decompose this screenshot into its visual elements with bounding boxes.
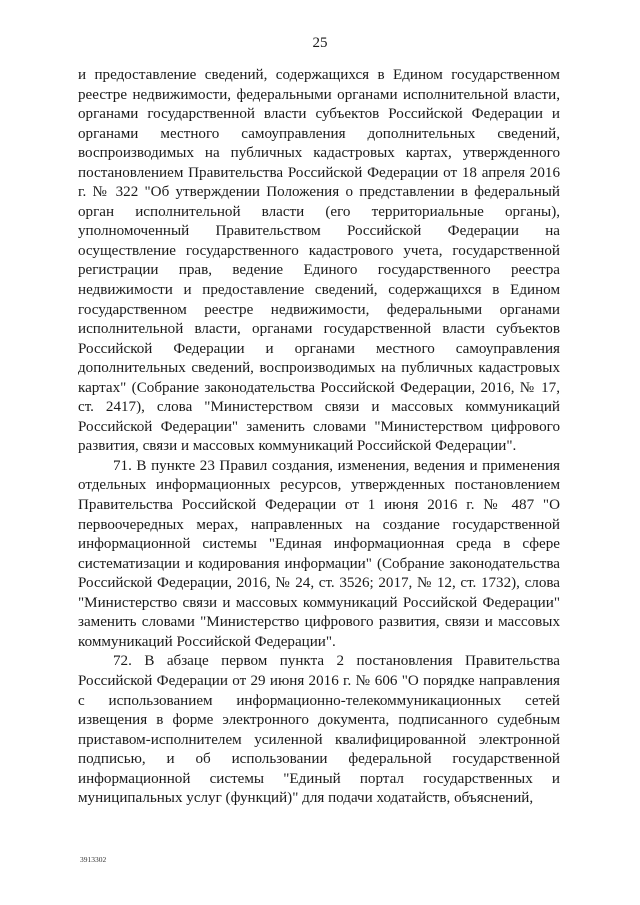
paragraph-item-71: 71. В пункте 23 Правил создания, изменения, ведения и применения отдельных информационных ресурсов, утвержденных постановлением Правительства Российской Федерации от 1 июня 2016 г. № 487 "О первоочередных мерах, направленных на создание государственной информационной системы "Единая информационная среда в сфере систематизации и кодирования информации" (Собрание законодательства Российской Федерации, 2016, № 24, ст. 3526; 2017, № 12, ст. 1732), слова "Министерство связи и массовых коммуникаций Российской Федерации" заменить словами "Министерство цифрового развития, связи и массовых коммуникаций Российской Федерации".: [78, 457, 560, 650]
page-number: 25: [312, 35, 328, 51]
paragraph-item-72: 72. В абзаце первом пункта 2 постановления Правительства Российской Федерации от 29 июня 2016 г. № 606 "О порядке направления с использованием информационно-телекоммуникационных сетей извещения в форме электронного документа, подписанного судебным приставом-исполнителем усиленной квалифицированной электронной подписью, и об использовании федеральной государственной информационной системы "Единый портал государственных и муниципальных услуг (функций)" для подачи ходатайств, объяснений,: [78, 653, 560, 807]
document-body: [78, 66, 560, 809]
paragraph-continuation: и предоставление сведений, содержащихся в Едином государственном реестре недвижимости, федеральными органами исполнительной власти, органами государственной власти субъектов Российской Федерации и органами местного самоуправления дополнительных сведений, воспроизводимых на публичных кадастровых картах, утвержденного постановлением Правительства Российской Федерации от 18 апреля 2016 г. № 322 "Об утверждении Положения о представлении в федеральный орган исполнительной власти (его территориальные органы), уполномоченный Правительством Российской Федерации на осуществление государственного кадастрового учета, государственной регистрации прав, ведение Единого государственного реестра недвижимости и предоставление сведений, содержащихся в Едином государственном реестре недвижимости, федеральными органами исполнительной власти, органами государственной власти субъектов Российской Федерации и органами местного самоуправления дополнительных сведений, воспроизводимых на публичных кадастровых картах" (Собрание законодательства Российской Федерации, 2016, № 17, ст. 2417), слова "Министерством связи и массовых коммуникаций Российской Федерации" заменить словами "Министерством цифрового развития, связи и массовых коммуникаций Российской Федерации".: [78, 67, 560, 455]
document-code: 3913302: [80, 855, 107, 864]
